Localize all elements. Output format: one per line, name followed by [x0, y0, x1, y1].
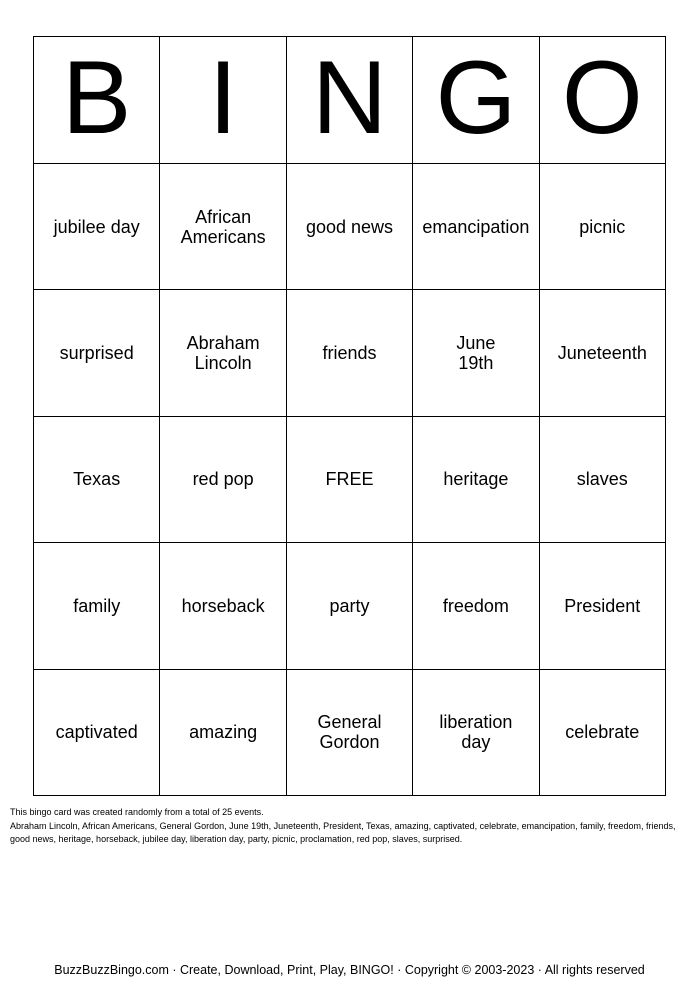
bingo-cell	[413, 417, 539, 543]
bingo-cell-text: horseback	[181, 595, 265, 616]
bingo-cell	[540, 164, 666, 290]
bingo-cell-text: African Americans	[180, 206, 266, 247]
bingo-cell	[540, 543, 666, 669]
bingo-cell-text: family	[73, 595, 121, 616]
bingo-cell	[160, 164, 286, 290]
bingo-cell	[287, 670, 413, 796]
bingo-cell-text: emancipation	[422, 216, 530, 237]
bingo-cell	[413, 164, 539, 290]
bingo-cell	[540, 290, 666, 416]
header-letter-b: B	[34, 37, 160, 164]
bingo-cell-text: liberation day	[439, 712, 513, 753]
bingo-cell-text: red pop	[192, 469, 254, 490]
header-letter-o: O	[540, 37, 666, 164]
bingo-cell	[34, 417, 160, 543]
bingo-cell	[540, 417, 666, 543]
bingo-cell	[160, 670, 286, 796]
header-letter-n: N	[287, 37, 413, 164]
bingo-cell	[34, 543, 160, 669]
bingo-cell-text: captivated	[55, 722, 138, 743]
bingo-cell	[160, 543, 286, 669]
bingo-cell	[413, 543, 539, 669]
bingo-cell-text: amazing	[189, 722, 258, 743]
bingo-cell	[160, 417, 286, 543]
bingo-cell-text: freedom	[442, 595, 509, 616]
bingo-cell	[287, 164, 413, 290]
header-letter-i: I	[160, 37, 286, 164]
bingo-cell-text: good news	[305, 216, 394, 237]
bingo-cell	[287, 543, 413, 669]
bingo-cell-text: jubilee day	[53, 216, 140, 237]
bingo-cell	[413, 670, 539, 796]
free-space-cell	[287, 417, 413, 543]
bingo-cell-text: friends	[322, 343, 377, 364]
bingo-cell	[160, 290, 286, 416]
card-info	[10, 806, 690, 847]
bingo-cell-text: slaves	[576, 469, 628, 490]
bingo-cell-text: celebrate	[565, 722, 640, 743]
bingo-cell-text: June 19th	[456, 333, 496, 374]
bingo-cell-text: President	[564, 595, 641, 616]
free-space-text: FREE	[325, 469, 374, 490]
bingo-card	[33, 36, 666, 796]
bingo-cell	[413, 290, 539, 416]
bingo-cell-text: General Gordon	[317, 712, 382, 753]
bingo-cell-text: picnic	[579, 216, 626, 237]
bingo-cell	[540, 670, 666, 796]
header-letter-g: G	[413, 37, 539, 164]
bingo-cell-text: party	[329, 595, 370, 616]
bingo-cell-text: Juneteenth	[557, 343, 647, 364]
bingo-cell-text: surprised	[59, 343, 134, 364]
bingo-cell-text: Texas	[73, 469, 121, 490]
bingo-cell	[34, 164, 160, 290]
bingo-cell	[287, 290, 413, 416]
bingo-cell-text: Abraham Lincoln	[186, 333, 260, 374]
bingo-cell	[34, 290, 160, 416]
info-summary: This bingo card was created randomly from a total of 25 events.	[10, 807, 264, 817]
footer-copyright: BuzzBuzzBingo.com · Create, Download, Print, Play, BINGO! · Copyright © 2003-2023 · All rights reserved	[54, 963, 645, 977]
info-word-list: Abraham Lincoln, African Americans, General Gordon, June 19th, Juneteenth, President, Texas, amazing, captivated, celebrate, emancipation, family, freedom, friends, good news, heritage, horseback, jubilee day, liberation day, party, picnic, proclamation, red pop, slaves, surprised.	[10, 820, 676, 844]
bingo-cell	[34, 670, 160, 796]
bingo-cell-text: heritage	[443, 469, 509, 490]
